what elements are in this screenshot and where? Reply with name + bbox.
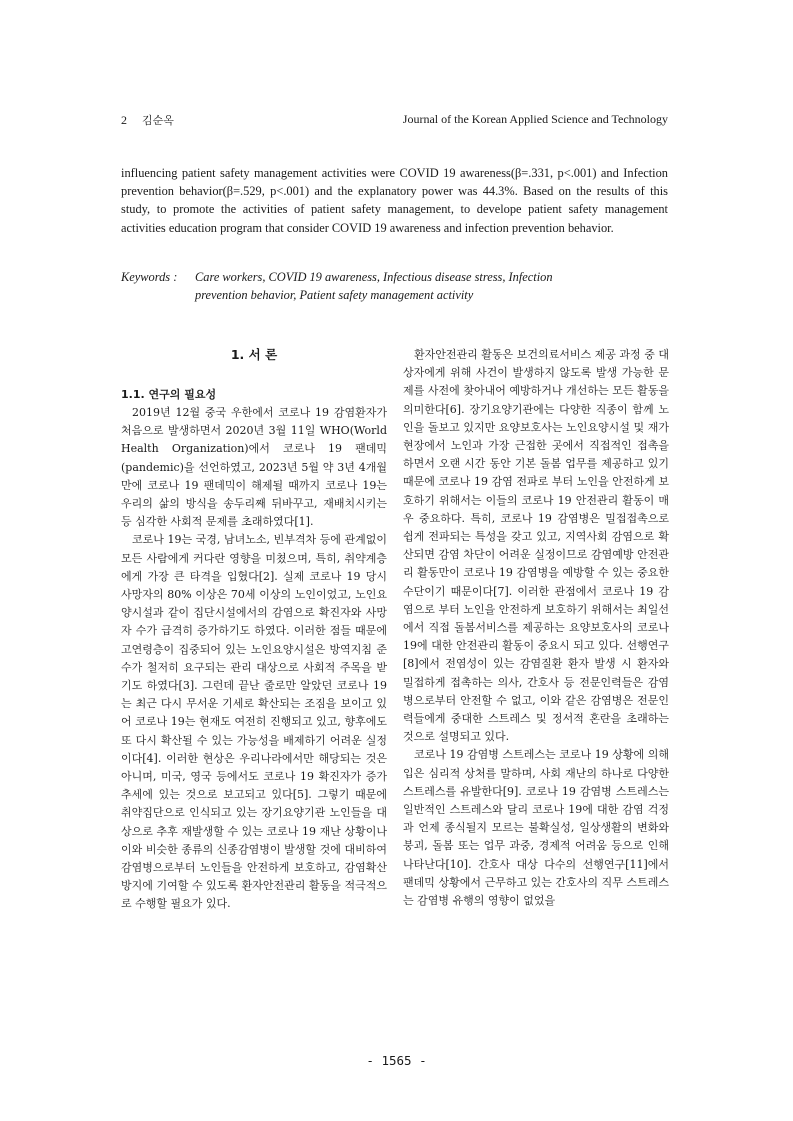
body-paragraph: 코로나 19 감염병 스트레스는 코로나 19 상황에 의해 입은 심리적 상처를 말하며, 사회 재난의 하나로 다양한 스트레스를 유발한다[9]. 코로나 19 감염병 스트레스는 일반적인 스트레스와 달리 코로나 19에 대한 감염 걱정과 언제 종식될지 모르는 불확실성, 일상생활의 변화와 붕괴, 돌봄 또는 업무 과중, 경제적 어려움 등으로 인해 나타난다[10]. 간호사 대상 다수의 선행연구[11]에서 팬데믹 상황에서 근무하고 있는 간호사의 직무 스트레스는 감염병 유행의 영향이 없었을: [403, 748, 669, 908]
subsection-title: 1.1. 연구의 필요성: [121, 388, 217, 401]
keywords-line-1: [121, 268, 668, 286]
section-title: 1. 서 론: [230, 347, 278, 362]
abstract-continued: influencing patient safety management activities were COVID 19 awareness(β=.331, p<.001) and Infection prevention behavior(β=.529, p<.001) and the explanatory power was 44.3%. Based on the results of this study, to promote the activities of patient safety management, to develope patient safety management activities education program that consider COVID 19 awareness and infection prevention behavior.: [121, 166, 668, 235]
running-header-journal: Journal of the Korean Applied Science and Technology: [402, 112, 668, 126]
running-header-author: 김순옥: [142, 114, 174, 127]
keywords-line-2: prevention behavior, Patient safety management activity: [195, 288, 474, 302]
keywords-text-1: Care workers, COVID 19 awareness, Infectious disease stress, Infection: [195, 270, 553, 284]
keywords-label: Keywords :: [121, 270, 178, 284]
keywords-block: [121, 268, 668, 304]
right-column: [403, 346, 669, 910]
body-paragraph: 환자안전관리 활동은 보건의료서비스 제공 과정 중 대상자에게 위해 사건이 발생하지 않도록 발생 가능한 문제를 사전에 찾아내어 예방하거나 개선하는 모든 활동을 의미한다[6]. 장기요양기관에는 다양한 직종이 함께 노인을 돌보고 있지만 요양보호사는 노인요양시설 및 재가 현장에서 노인과 가장 근접한 곳에서 직접적인 접촉을 하면서 오랜 시간 동안 기본 돌봄 업무를 제공하고 있기 때문에 코로나 19 감염 전파로 부터 노인을 안전하게 보호하기 위해서는 이들의 코로나 19 안전관리 활동이 매우 중요하다. 특히, 코로나 19 감염병은 밀접접촉으로 쉽게 전파되는 특성을 갖고 있고, 지역사회 감염으로 확산되면 감염 차단이 어려운 실정이므로 감염예방 안전관리 활동만이 코로나 19 감염병을 예방할 수 있는 중요한 수단이기 때문이다[7]. 이러한 관점에서 코로나 19 감염으로 부터 노인을 안전하게 보호하기 위해서는 최일선에서 직접 돌봄서비스를 제공하는 요양보호사의 코로나 19에 대한 안전관리 활동이 중요시 되고 있다. 선행연구[8]에서 전염성이 있는 감염질환 환자 발생 시 환자와 밀접하게 접촉하는 의사, 간호사 등 전문인력들은 감염병으로부터 안전할 수 없고, 이와 같은 감염병은 전문인력들에게 중대한 스트레스 및 정서적 혼란을 초래하는 것으로 설명되고 있다.: [403, 348, 669, 744]
left-column: [121, 346, 387, 914]
body-paragraph: 2019년 12월 중국 우한에서 코로나 19 감염환자가 처음으로 발생하면서 2020년 3월 11일 WHO(World Health Organization)에서 코로나 19 팬데믹(pandemic)을 선언하였고, 2023년 5월 약 3년 4개월 만에 코로나 19 팬데믹이 해제될 때까지 코로나 19는 우리의 삶의 방식을 송두리째 뒤바꾸고, 재배치시키는 등 심각한 사회적 문제를 초래하였다[1].: [121, 406, 387, 529]
page-footer-number: - 1565 -: [366, 1053, 427, 1068]
page-number: 2: [121, 113, 127, 127]
running-header: [121, 112, 668, 128]
body-paragraph: 코로나 19는 국경, 남녀노소, 빈부격차 등에 관계없이 모든 사람에게 커다란 영향을 미쳤으며, 특히, 취약계층에게 가장 큰 타격을 입혔다[2]. 실제 코로나 19 당시 사망자의 80% 이상은 70세 이상의 노인이었고, 노인요양시설과 같이 집단시설에서의 감염으로 확진자와 사망자 수가 급격히 증가하기도 하였다. 이러한 점들 때문에 고연령층이 집중되어 있는 노인요양시설은 방역지침 준수가 철저히 요구되는 관리 대상으로 사회적 주목을 받기도 하였다[3]. 그런데 끝난 줄로만 알았던 코로나 19는 최근 다시 무서운 기세로 확산되는 조짐을 보이고 있어 코로나 19는 현재도 여전히 진행되고 있고, 향후에도 또 다시 확산될 수 있는 가능성을 배제하기 어려운 실정이다[4]. 이러한 현상은 우리나라에서만 해당되는 것은 아니며, 미국, 영국 등에서도 코로나 19 확진자가 증가추세에 있는 것으로 보고되고 있다[5]. 그렇기 때문에 취약집단으로 인식되고 있는 장기요양기관 노인들을 대상으로 추후 재발생할 수 있는 코로나 19 재난 상황이나 이와 비슷한 종류의 신종감염병이 발생할 것에 대비하여 감염병으로부터 노인들을 안전하게 보호하고, 감염확산 방지에 기여할 수 있도록 환자안전관리 활동을 적극적으로 수행할 필요가 있다.: [121, 533, 387, 911]
